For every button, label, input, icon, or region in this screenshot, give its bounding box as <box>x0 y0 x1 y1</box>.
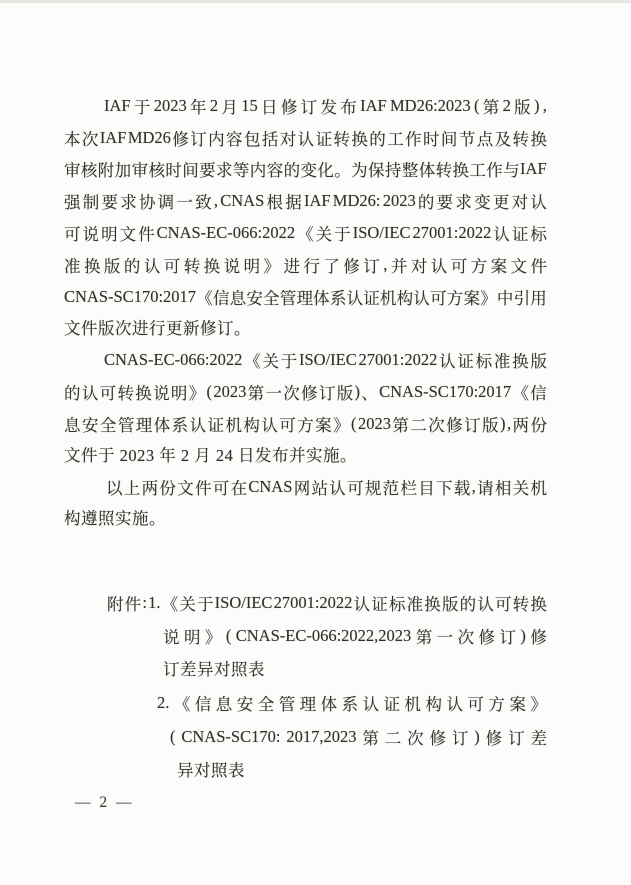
text-line: 息 安 全 管 理 体 系 认 证 机 构 认 可 方 案 》 ( 2023 第 二 次 修 订 版 ) , 两 份 <box>64 413 547 435</box>
text-line: 构遵照实施。 <box>64 509 166 529</box>
attachment-list <box>64 586 547 787</box>
text-line: 异对照表 <box>177 760 245 780</box>
text-line: 以 上 两 份 文 件 可 在 CNAS 网 站 认 可 规 范 栏 目 下 载 , 请 相 关 机 <box>106 477 547 499</box>
text-line: 强 制 要 求 协 调 一 致 , CNAS 根 据 IAF MD26: 2023 的 要 求 变 更 对 认 <box>64 191 547 213</box>
text-line: 文件版次进行更新修订。 <box>64 318 251 338</box>
text-line: 本 次 IAF MD26 修 订 内 容 包 括 对 认 证 转 换 的 工 作 时 间 节 点 及 转 换 <box>64 127 547 149</box>
text-line: 说 明 》 ( CNAS-EC-066:2022,2023 第 一 次 修 订 ) 修 <box>163 626 547 648</box>
text-line: IAF 于 2023 年 2 月 15 日 修 订 发 布 IAF MD26:2023 ( 第 2 版 ) , <box>104 95 547 117</box>
text-line: 订差异对照表 <box>163 660 265 680</box>
text-line: 的 认 可 转 换 说 明 》 ( 2023 第 一 次 修 订 版 ) 、 CNAS-SC170:2017 《 信 <box>64 382 547 404</box>
scan-top-edge <box>0 0 631 3</box>
text-line: 审 核 附 加 审 核 时 间 要 求 等 内 容 的 变 化 。 为 保 持 整 体 转 换 工 作 与 IAF <box>64 159 547 181</box>
text-line: 2. 《 信 息 安 全 管 理 体 系 认 证 机 构 认 可 方 案 》 <box>157 693 547 715</box>
text-line: 文件于 2023 年 2 月 24 日发布并实施。 <box>64 445 357 465</box>
text-line: 附 件 : 1. 《 关 于 ISO/IEC 27001:2022 认 证 标 准 换 版 的 认 可 转 换 <box>107 592 547 614</box>
page-footer <box>64 794 547 812</box>
text-line: 准 换 版 的 认 可 转 换 说 明 》 进 行 了 修 订 , 并 对 认 可 方 案 文 件 <box>64 254 547 276</box>
text-line: CNAS-EC-066:2022 《 关 于 ISO/IEC 27001:2022 认 证 标 准 换 版 <box>104 350 547 372</box>
text-line: CNAS-SC170:2017 《 信 息 安 全 管 理 体 系 认 证 机 构 认 可 方 案 》 中 引 用 <box>64 286 547 308</box>
body-text <box>64 90 547 535</box>
page-content <box>64 90 547 812</box>
page-number: — 2 — <box>75 794 134 812</box>
text-line: 可 说 明 文 件 CNAS-EC-066:2022 《 关 于 ISO/IEC 27001:2022 认 证 标 <box>64 223 547 245</box>
text-line: ( CNAS-SC170: 2017,2023 第 二 次 修 订 ) 修 订 差 <box>170 726 547 748</box>
